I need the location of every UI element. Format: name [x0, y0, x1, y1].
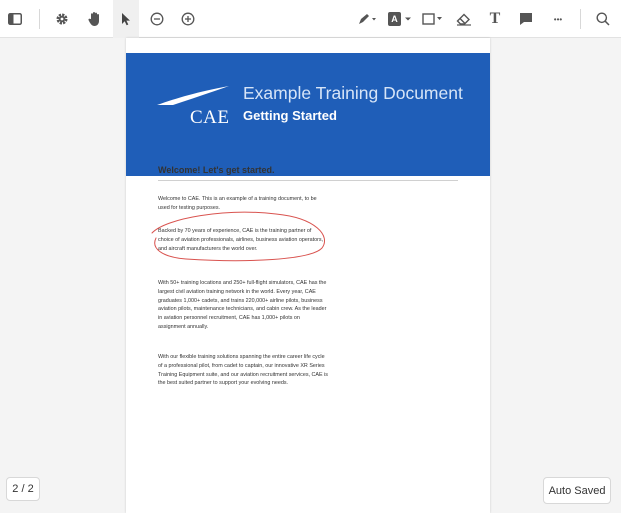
toolbar — [0, 0, 621, 38]
zoom-in-icon[interactable] — [176, 0, 200, 38]
text-tool-label: T — [489, 10, 501, 27]
more-label: ••• — [553, 14, 563, 24]
page-indicator[interactable]: 2 / 2 — [6, 477, 40, 501]
pointer-icon[interactable] — [113, 0, 139, 38]
paragraph: Welcome to CAE. This is an example of a training document, to be used for testing purposes. — [158, 196, 317, 211]
toolbar-divider — [580, 9, 581, 29]
freehand-annotation[interactable] — [126, 38, 490, 513]
cae-wordmark: CAE — [190, 107, 230, 128]
hand-icon[interactable] — [82, 0, 108, 38]
more-icon[interactable] — [546, 0, 570, 38]
text-color-swatch: A — [388, 12, 401, 26]
paragraph: With our flexible training solutions spanning the entire career life cycle of a professional pilot, from cadet to captain, our innovative XR Series Training Equipment suite, and our aviation recruitment services, CAE is the best suited partner to support your evolving needs. — [158, 354, 328, 387]
save-status-badge: Auto Saved — [543, 477, 611, 504]
zoom-out-icon[interactable] — [145, 0, 169, 38]
paragraph: Backed by 70 years of experience, CAE is the training partner of choice of aviation professionals, airlines, business aviation operators, and aircraft manufacturers the world over. — [158, 228, 324, 252]
search-icon[interactable] — [591, 0, 615, 38]
text-icon[interactable] — [483, 0, 507, 38]
toolbar-divider — [39, 9, 40, 29]
document-title: Example Training Document — [243, 83, 463, 103]
gear-icon[interactable] — [50, 0, 74, 38]
document-subtitle: Getting Started — [243, 108, 337, 123]
rectangle-icon[interactable] — [420, 0, 446, 38]
sidebar-toggle-icon[interactable] — [2, 0, 28, 38]
document-page — [126, 38, 490, 513]
eraser-icon[interactable] — [452, 0, 476, 38]
paragraph: With 50+ training locations and 250+ full-flight simulators, CAE has the largest civil aviation training network in the world. Every year, CAE graduates 1,000+ cadets, and trains 220,000+ airline pilots, business aviation pilots, maintenance technicians, and cabin crew. As the leader in aviation personnel recruitment, CAE has 1,000+ pilots on assignment annually. — [158, 280, 327, 330]
comment-icon[interactable] — [514, 0, 538, 38]
text-color-icon[interactable] — [388, 0, 412, 38]
pen-icon[interactable] — [356, 0, 380, 38]
section-heading: Welcome! Let's get started. — [158, 165, 275, 175]
